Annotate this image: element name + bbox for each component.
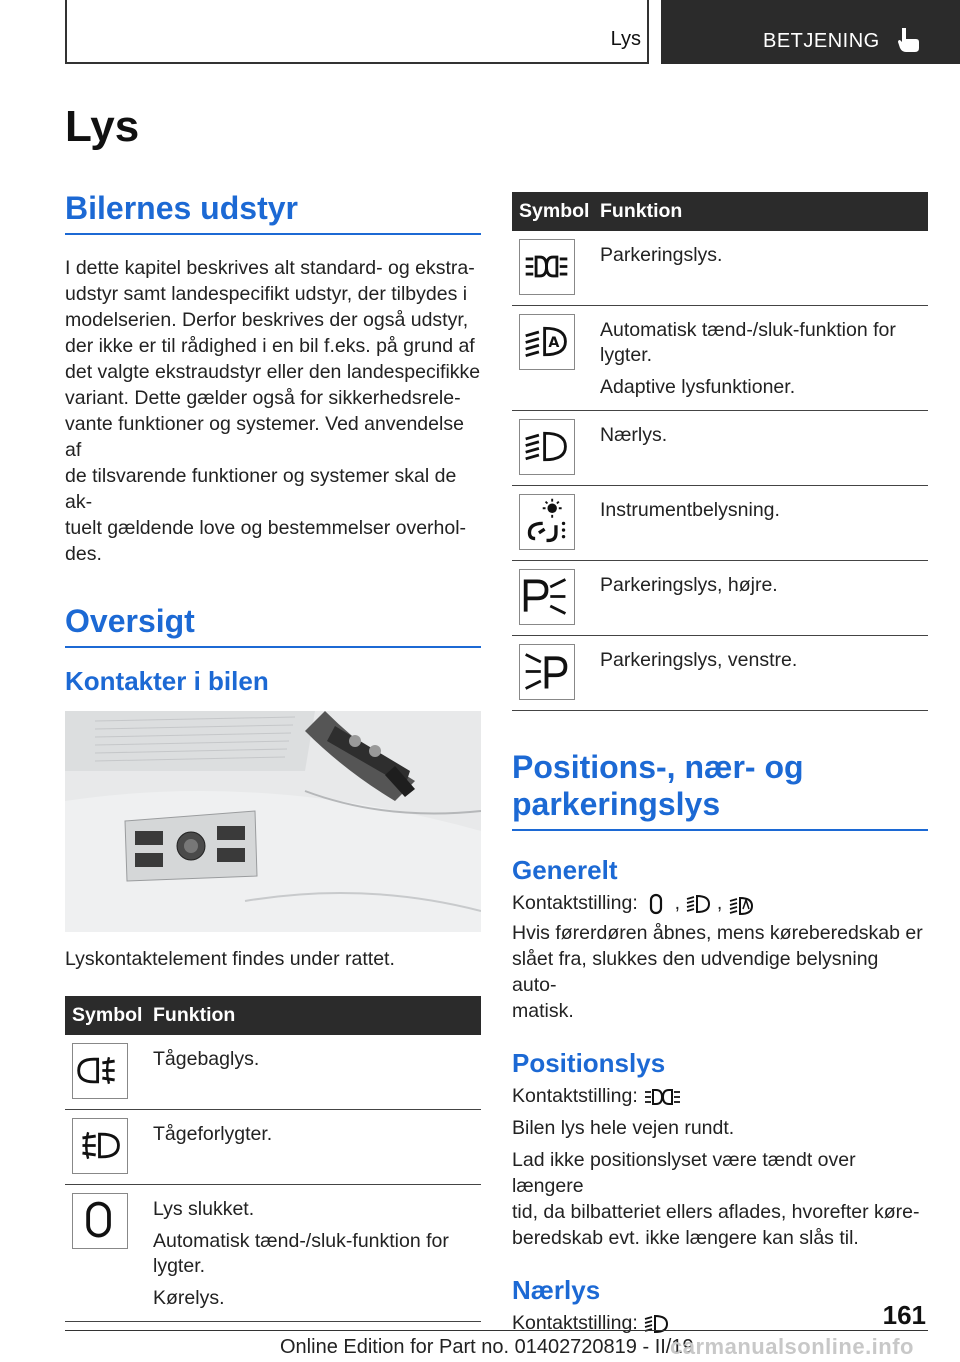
general-heading: Generelt <box>512 855 618 885</box>
function-text: Parkeringslys. <box>600 244 723 266</box>
equipment-heading: Bilernes udstyr <box>65 190 481 235</box>
function-text: Kørelys. <box>153 1287 225 1309</box>
footer-divider <box>65 1330 928 1331</box>
pointing-hand-icon <box>897 26 921 54</box>
function-text: Tågeforlygter. <box>153 1123 273 1145</box>
page-number: 161 <box>882 1300 926 1330</box>
table-row <box>65 1035 481 1110</box>
text-line: matisk. <box>512 1000 574 1022</box>
text-line: slået fra, slukkes den udvendige belysning auto- <box>512 948 879 996</box>
function-text: Lys slukket. <box>153 1198 255 1220</box>
col-symbol-header: Symbol <box>65 996 153 1035</box>
lights-off-icon <box>72 1193 128 1249</box>
svg-text:A: A <box>548 335 560 352</box>
page-title: Lys <box>65 102 140 151</box>
function-text: Parkeringslys, venstre. <box>600 649 798 671</box>
low-beam-switch-line <box>512 1310 928 1336</box>
switch-label: Kontaktstilling: <box>512 1085 638 1107</box>
function-text: Automatisk tænd-/sluk-funktion for lygter. <box>153 1230 449 1277</box>
symbol-table-left <box>65 996 481 1322</box>
right-column <box>512 192 928 1336</box>
text-line: udstyr samt landespecifikt udstyr, der tilbydes i <box>65 283 468 305</box>
equipment-paragraph <box>65 255 481 567</box>
header-section-box <box>65 0 649 64</box>
table-row <box>65 1110 481 1185</box>
parking-right-icon <box>519 569 575 625</box>
table-row <box>512 561 928 636</box>
table-row <box>512 636 928 711</box>
table-row <box>512 486 928 561</box>
text-line: beredskab evt. ikke længere kan slås til. <box>512 1227 859 1249</box>
table-row <box>512 411 928 486</box>
light-switch-photo <box>65 711 481 932</box>
parking-lights-icon <box>643 1085 687 1109</box>
separator: , <box>674 892 680 914</box>
fog-front-icon <box>72 1118 128 1174</box>
instrument-lighting-icon <box>519 494 575 550</box>
table-header-row <box>512 192 928 231</box>
text-line: modelserien. Derfor beskrives der også udstyr, <box>65 309 469 331</box>
low-beam-heading: Nærlys <box>512 1275 601 1305</box>
header-section-title: Lys <box>610 28 641 50</box>
function-text: Nærlys. <box>600 424 668 446</box>
edition-note: Online Edition for Part no. 01402720819 - II/19 <box>280 1336 694 1358</box>
text-line: vante funktioner og systemer. Ved anvendelse af <box>65 413 464 461</box>
positions-heading <box>512 749 928 831</box>
text-line: variant. Dette gælder også for sikkerhedsrele- <box>65 387 461 409</box>
general-paragraph <box>512 920 928 1024</box>
table-row <box>512 231 928 306</box>
text-line: tid, da bilbatteriet ellers aflades, hvorefter køre- <box>512 1201 920 1223</box>
left-column <box>65 100 481 1322</box>
function-text: Adaptive lysfunktioner. <box>600 376 796 398</box>
text-line: det valgte ekstraudstyr eller den landespecifikke <box>65 361 481 383</box>
table-row <box>65 1185 481 1322</box>
heading-line: Positions-, nær- og <box>512 749 804 785</box>
text-line: tuelt gældende love og bestemmelser overhol- <box>65 517 467 539</box>
position-switch-line <box>512 1083 928 1109</box>
overview-heading: Oversigt <box>65 603 481 648</box>
text-line: de tilsvarende funktioner og systemer skal de ak- <box>65 465 457 513</box>
text-line: Hvis førerdøren åbnes, mens køreberedskab er <box>512 922 923 944</box>
header-chapter-box <box>661 0 960 64</box>
separator: , <box>716 892 723 914</box>
function-text: Parkeringslys, højre. <box>600 574 778 596</box>
switch-label: Kontaktstilling: <box>512 1312 638 1334</box>
controls-subheading: Kontakter i bilen <box>65 666 269 696</box>
auto-headlight-icon <box>728 892 754 916</box>
watermark-text: carmanualsonline.info <box>670 1334 914 1359</box>
light-switch-illustration <box>65 711 481 932</box>
text-line: der ikke er til rådighed i en bil f.eks. på grund af <box>65 335 475 357</box>
function-text: Instrumentbelysning. <box>600 499 780 521</box>
parking-left-icon <box>519 644 575 700</box>
text-line: I dette kapitel beskrives alt standard- og ekstra- <box>65 257 475 279</box>
low-beam-icon <box>685 892 711 916</box>
position-paragraph <box>512 1147 928 1251</box>
position-line: Bilen lys hele vejen rundt. <box>512 1117 735 1139</box>
fog-rear-icon <box>72 1043 128 1099</box>
photo-caption: Lyskontaktelement findes under rattet. <box>65 948 395 970</box>
general-switch-line <box>512 890 928 916</box>
position-lights-heading: Positionslys <box>512 1048 666 1078</box>
auto-headlight-icon <box>519 314 575 370</box>
function-text: Tågebaglys. <box>153 1048 260 1070</box>
symbol-table-right <box>512 192 928 711</box>
parking-lights-icon <box>519 239 575 295</box>
table-header-row <box>65 996 481 1035</box>
heading-line: parkeringslys <box>512 786 721 822</box>
col-function-header: Funktion <box>600 192 928 231</box>
header-chapter-title: BETJENING <box>763 30 880 52</box>
col-symbol-header: Symbol <box>512 192 600 231</box>
low-beam-icon <box>643 1312 669 1336</box>
function-text: Automatisk tænd-/sluk-funktion for lygter. <box>600 319 896 366</box>
text-line: des. <box>65 543 102 565</box>
table-row <box>512 306 928 411</box>
low-beam-icon <box>519 419 575 475</box>
lights-off-icon <box>643 892 669 916</box>
switch-label: Kontaktstilling: <box>512 892 638 914</box>
text-line: Lad ikke positionslyset være tændt over længere <box>512 1149 856 1197</box>
col-function-header: Funktion <box>153 996 481 1035</box>
